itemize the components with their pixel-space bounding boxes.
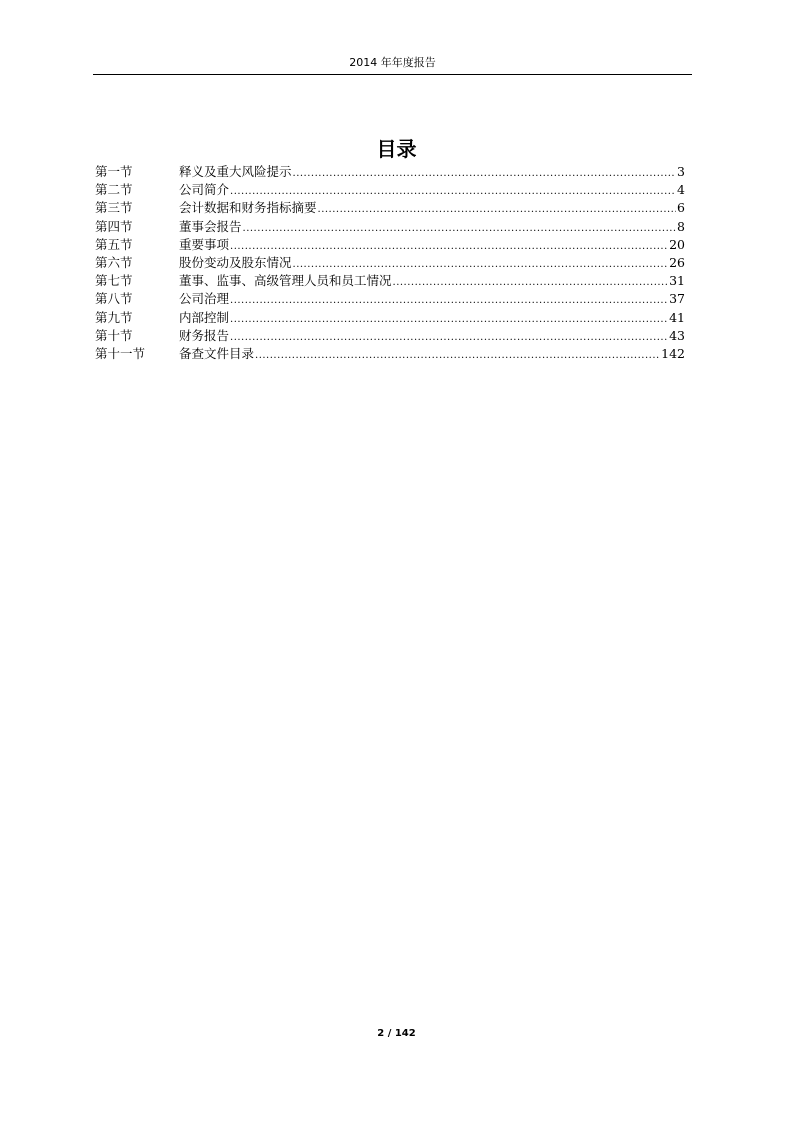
toc-entry-8[interactable] [95,290,685,308]
table-of-contents [95,163,685,363]
toc-page-number: 142 [661,345,685,361]
toc-entry-body [179,272,685,292]
toc-entry-body [179,218,685,238]
toc-section-number: 第四节 [95,218,133,234]
toc-page-number: 3 [677,164,685,179]
toc-section-number: 第一节 [95,164,133,179]
toc-entry-title: 释义及重大风险提示 [179,164,292,179]
toc-entry-body [179,327,685,347]
toc-page-number: 26 [669,254,685,270]
toc-entry-body [179,254,685,274]
toc-entry-2[interactable] [95,181,685,199]
toc-entry-title: 财务报告 [179,327,230,343]
toc-entry-title: 股份变动及股东情况 [179,254,292,270]
toc-entry-10[interactable] [95,327,685,345]
toc-section-number: 第十节 [95,327,133,343]
toc-page-number: 43 [669,327,685,343]
toc-section-number: 第五节 [95,236,133,252]
toc-section-number: 第三节 [95,200,133,216]
page-header [93,56,692,75]
toc-entry-title: 公司治理 [179,291,230,307]
toc-page-number: 4 [677,182,685,198]
toc-entry-body [179,181,685,201]
toc-entry-title: 备查文件目录 [179,345,255,361]
toc-entry-3[interactable] [95,199,685,217]
toc-entry-4[interactable] [95,218,685,236]
toc-title: 目录 [376,137,417,161]
toc-entry-title: 重要事项 [179,236,230,252]
toc-entry-title: 内部控制 [179,309,230,325]
toc-entry-body [179,163,685,183]
toc-leader-dots [255,347,660,365]
toc-page-number: 31 [669,273,685,289]
toc-entry-title: 公司简介 [179,182,230,198]
toc-page-number: 37 [669,291,685,307]
toc-section-number: 第七节 [95,273,133,289]
toc-entry-body [179,309,685,329]
toc-entry-11[interactable] [95,345,685,363]
toc-page-number: 20 [669,236,685,252]
toc-section-number: 第九节 [95,309,133,325]
toc-entry-9[interactable] [95,309,685,327]
toc-entry-5[interactable] [95,236,685,254]
toc-entry-body [179,199,685,219]
toc-entry-title: 董事会报告 [179,218,242,234]
toc-entry-title: 董事、监事、高级管理人员和员工情况 [179,273,392,289]
toc-entry-title: 会计数据和财务指标摘要 [179,200,317,216]
toc-entry-body [179,290,685,310]
toc-page-number: 41 [669,309,685,325]
toc-entry-1[interactable] [95,163,685,181]
toc-section-number: 第六节 [95,254,133,270]
toc-page-number: 8 [677,218,685,234]
toc-entry-6[interactable] [95,254,685,272]
toc-section-number: 第八节 [95,291,133,307]
toc-entry-7[interactable] [95,272,685,290]
page-footer [0,1027,793,1041]
toc-section-number: 第二节 [95,182,133,198]
header-title: 2014 年年度报告 [349,56,436,69]
toc-section-number: 第十一节 [95,345,146,361]
toc-page-number: 6 [677,200,685,216]
page-indicator: 2 / 142 [377,1028,416,1039]
toc-entry-body [179,236,685,256]
toc-entry-body [179,345,685,365]
